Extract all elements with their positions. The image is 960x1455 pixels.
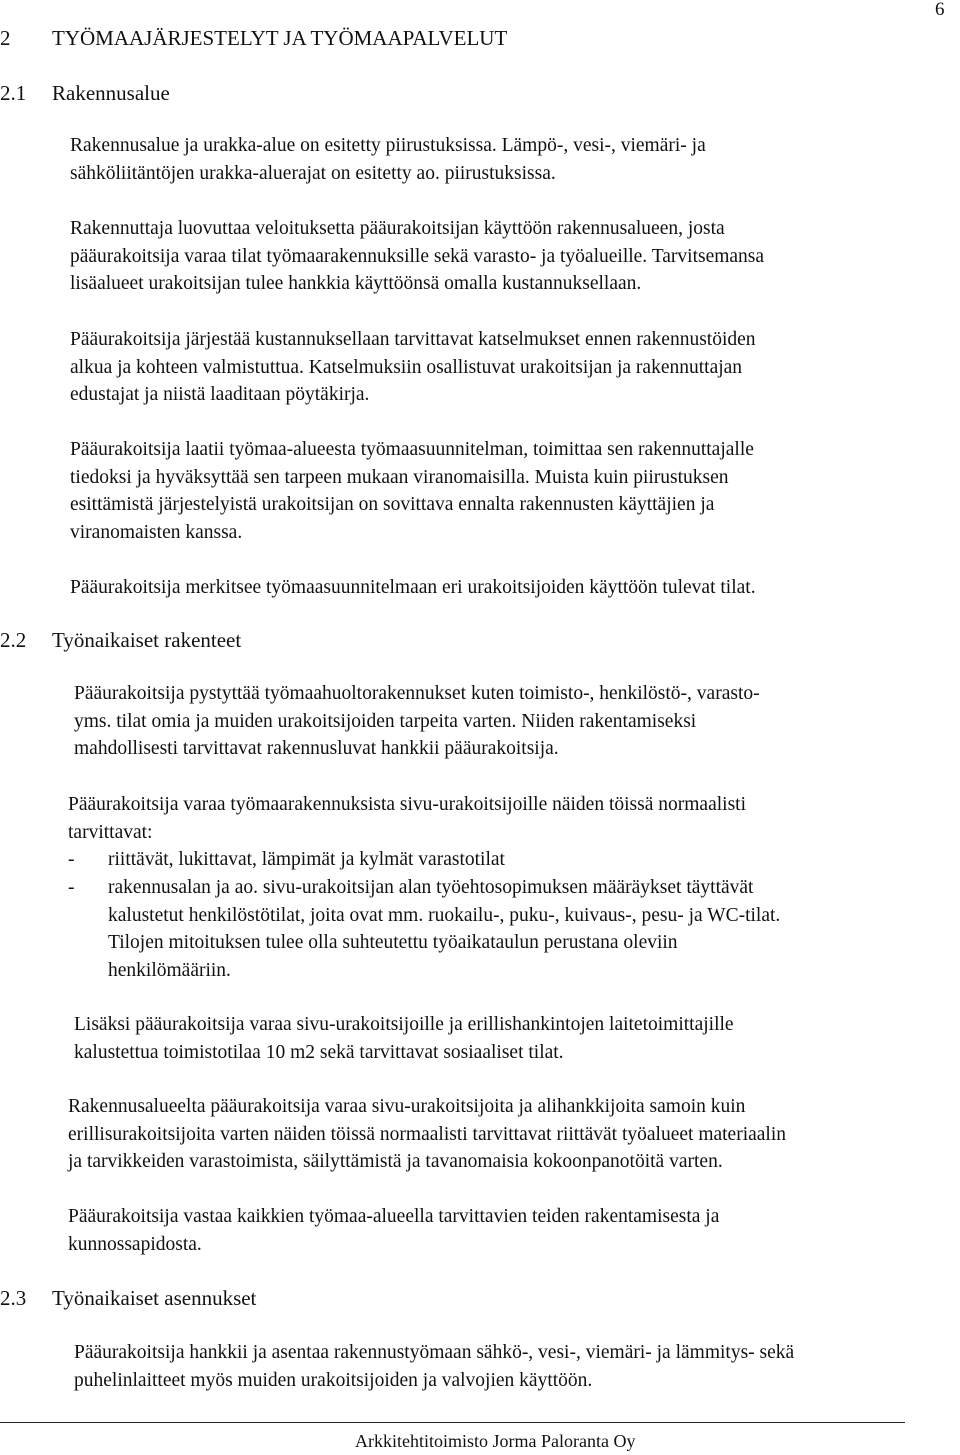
paragraph [70, 436, 754, 546]
text-line: ja tarvikkeiden varastoimista, säilyttämistä ja tavanomaisia kokoonpanotöitä varten. [68, 1151, 723, 1172]
text-line: Pääurakoitsija hankkii ja asentaa rakennustyömaan sähkö-, vesi-, viemäri- ja lämmitys- sekä [74, 1342, 795, 1363]
text-line: sähköliitäntöjen urakka-aluerajat on esitetty ao. piirustuksissa. [70, 162, 556, 184]
section-heading [0, 24, 507, 52]
footer-company: Arkkitehtitoimisto Jorma Paloranta Oy [355, 1431, 636, 1451]
text-line: riittävät, lukittavat, lämpimät ja kylmät varastotilat [108, 849, 505, 870]
text-line: tarvittavat: [68, 821, 153, 843]
text-line: Pääurakoitsija pystyttää työmaahuoltorakennukset kuten toimisto-, henkilöstö-, varasto- [74, 683, 760, 704]
subsection-number: 2.1 [0, 81, 27, 105]
paragraph [68, 791, 746, 846]
subsection-heading-2-2 [0, 626, 241, 654]
text-line: Pääurakoitsija merkitsee työmaasuunnitelmaan eri urakoitsijoiden käyttöön tulevat tilat. [70, 577, 756, 598]
text-line: edustajat ja niistä laaditaan pöytäkirja. [70, 384, 370, 405]
paragraph [70, 326, 756, 409]
text-line: puhelinlaitteet myös muiden urakoitsijoiden ja valvojien käyttöön. [74, 1369, 593, 1391]
text-line: alkua ja kohteen valmistuttua. Katselmuksiin osallistuvat urakoitsijan ja rakennuttajan [70, 356, 743, 378]
subsection-number: 2.2 [0, 628, 27, 652]
text-line: pääurakoitsija varaa tilat työmaarakennuksille sekä varasto- ja työalueille. Tarvitsemansa [70, 245, 765, 267]
text-line: yms. tilat omia ja muiden urakoitsijoiden tarpeita varten. Niiden rakentamiseksi [74, 710, 697, 732]
text-line: Rakennusalueelta pääurakoitsija varaa sivu-urakoitsijoita ja alihankkijoita samoin kuin [68, 1096, 746, 1117]
text-line: lisäalueet urakoitsijan tulee hankkia käyttöönsä omalla kustannuksellaan. [70, 273, 642, 294]
text-line: rakennusalan ja ao. sivu-urakoitsijan alan työehtosopimuksen määräykset täyttävät [108, 877, 754, 898]
text-line: esittämistä järjestelyistä urakoitsijan on sovittava ennalta rakennusten käyttäjien ja [70, 494, 715, 515]
text-line: Tilojen mitoituksen tulee olla suhteutettu työaikataulun perustana oleviin [108, 932, 678, 953]
text-line: Pääurakoitsija vastaa kaikkien työmaa-alueella tarvittavien teiden rakentamisesta ja [68, 1206, 720, 1227]
paragraph [68, 1203, 719, 1258]
paragraph [70, 215, 764, 298]
text-line: Pääurakoitsija laatii työmaa-alueesta työmaasuunnitelman, toimittaa sen rakennuttajalle [70, 439, 754, 460]
text-line: Pääurakoitsija järjestää kustannuksellaan tarvittavat katselmukset ennen rakennustöiden [70, 329, 756, 350]
text-line: mahdollisesti tarvittavat rakennusluvat hankkii pääurakoitsija. [74, 738, 559, 759]
subsection-heading-2-3 [0, 1284, 256, 1312]
paragraph [74, 680, 760, 763]
text-line: Rakennuttaja luovuttaa veloituksetta pääurakoitsijan käyttöön rakennusalueen, josta [70, 218, 725, 239]
subsection-heading-2-1 [0, 79, 170, 107]
paragraph [70, 132, 706, 187]
paragraph [74, 1011, 734, 1066]
text-line: viranomaisten kanssa. [70, 521, 243, 543]
list-item-text [108, 874, 780, 984]
section-title: TYÖMAAJÄRJESTELYT JA TYÖMAAPALVELUT [52, 26, 508, 50]
paragraph [70, 574, 756, 602]
text-line: Pääurakoitsija varaa työmaarakennuksista sivu-urakoitsijoille näiden töissä normaalisti [68, 794, 746, 815]
text-line: kalustettua toimistotilaa 10 m2 sekä tarvittavat sosiaaliset tilat. [74, 1041, 564, 1063]
text-line: henkilömääriin. [108, 959, 231, 981]
list-bullet: - [68, 849, 75, 870]
list-bullet: - [68, 877, 75, 898]
subsection-title: Rakennusalue [52, 81, 170, 105]
subsection-title: Työnaikaiset asennukset [52, 1286, 257, 1310]
text-line: kunnossapidosta. [68, 1233, 202, 1255]
subsection-number: 2.3 [0, 1286, 27, 1310]
subsection-title: Työnaikaiset rakenteet [52, 628, 242, 652]
text-line: erillisurakoitsijoita varten näiden töissä normaalisti tarvittavat riittävät työalueet materiaalin [68, 1123, 787, 1145]
paragraph [68, 1093, 786, 1176]
paragraph [74, 1339, 794, 1394]
footer-divider [0, 1422, 905, 1423]
text-line: Lisäksi pääurakoitsija varaa sivu-urakoitsijoille ja erillishankintojen laitetoimittajille [74, 1014, 734, 1035]
section-number: 2 [0, 26, 11, 50]
page-number: 6 [935, 0, 945, 20]
text-line: kalustetut henkilöstötilat, joita ovat mm. ruokailu-, puku-, kuivaus-, pesu- ja WC-tilat. [108, 904, 781, 926]
text-line: Rakennusalue ja urakka-alue on esitetty piirustuksissa. Lämpö-, vesi-, viemäri- ja [70, 135, 706, 156]
text-line: tiedoksi ja hyväksyttää sen tarpeen mukaan viranomaisilla. Muista kuin piirustuksen [70, 466, 729, 488]
list-item-text [108, 846, 505, 874]
